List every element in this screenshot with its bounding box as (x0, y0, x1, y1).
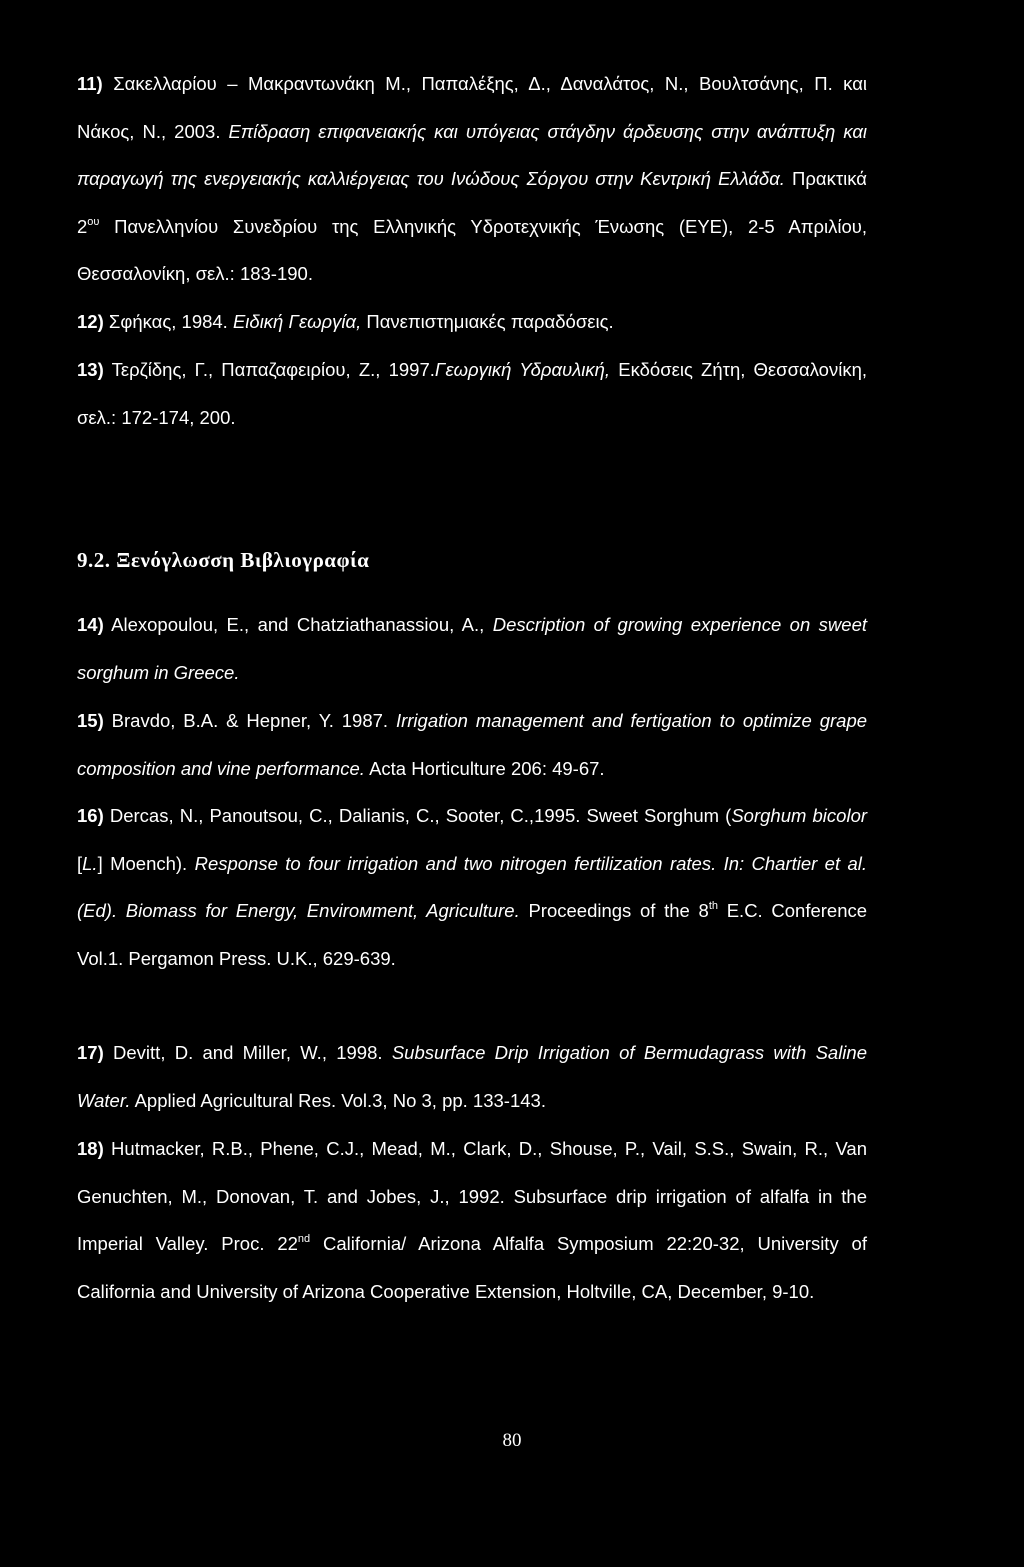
section-heading: 9.2. Ξενόγλωσση Βιβλιογραφία (77, 548, 370, 572)
reference-number: 16) (77, 805, 104, 826)
reference-authors: Devitt, D. and Miller, W., 1998. (113, 1042, 383, 1063)
reference-number: 11) (77, 73, 103, 94)
reference-source: California/ Arizona Alfalfa Symposium 22:20-32, University of California and University of Arizona Cooperative Extension, Holtville, CA, December, 9-10. (77, 1233, 867, 1302)
reference-source-cont: E.C. Conference Vol.1. Pergamon Press. U.K., 629-639. (77, 900, 868, 969)
reference-authors: Bravdo, B.A. & Hepner, Y. 1987. (111, 710, 389, 731)
reference-number: 13) (77, 359, 104, 380)
reference-authors: Τερζίδης, Γ., Παπαζαφειρίου, Ζ., 1997. (111, 359, 435, 380)
reference-source-cont: Πανελληνίου Συνεδρίου της Ελληνικής Υδροτεχνικής Ένωσης (ΕΥΕ), 2-5 Απριλίου, Θεσσαλονίκη, σελ.: 183-190. (77, 215, 867, 284)
reference-authors: Dercas, N., Panoutsou, C., Dalianis, C., Sooter, C.,1995. Sweet Sorghum ( (109, 805, 732, 826)
reference-authors: Hutmacker, R.B., Phene, C.J., Mead, M., Clark, D., Shouse, P., Vail, S.S., Swain, R., Van Genuchten, M., Donovan, T. and Jobes, J., 1992. Subsurface drip irrigation of alfalfa in the Imperial Valley. Proc. 22 (77, 1138, 868, 1254)
reference-title: Επίδραση επιφανειακής και υπόγειας στάγδην άρδευσης στην ανάπτυξη και παραγωγή της ενεργειακής καλλιέργειας του Ινώδους Σόργου στην Κεντρική Ελλάδα. (77, 120, 867, 189)
reference-14 (77, 601, 867, 696)
reference-authors: Σφήκας, 1984. (108, 311, 228, 332)
reference-title: Response to four irrigation and two nitrogen fertilization rates. In: Chartier et al. (Ed). Biomass for Energy, Envirомment, Agriculture. (77, 852, 868, 921)
bracket-open: [ (77, 852, 83, 874)
reference-18 (77, 1125, 867, 1315)
ordinal-superscript: ου (87, 215, 100, 228)
reference-authors: Σακελλαρίου – Μακραντωνάκη Μ., Παπαλέξης, Δ., Δαναλάτος, Ν., Βουλτσάνης, Π. και Νάκος, Ν., 2003. (77, 73, 868, 142)
ordinal-superscript: th (708, 900, 719, 912)
reference-number: 12) (77, 311, 104, 332)
reference-number: 14) (77, 614, 104, 635)
page-number: 80 (502, 1430, 522, 1451)
reference-number: 15) (77, 710, 104, 731)
reference-title: Description of growing experience on sweet sorghum in Greece. (77, 614, 868, 683)
species-name: Sorghum bicolor (731, 805, 868, 826)
reference-source: Acta Horticulture 206: 49-67. (369, 757, 605, 779)
reference-11 (77, 60, 867, 298)
reference-12 (77, 298, 867, 346)
reference-source: Πρακτικά 2 (77, 168, 867, 237)
reference-authors: Alexopoulou, E., and Chatziathanassiou, A., (111, 614, 485, 635)
reference-source: Εκδόσεις Ζήτη, Θεσσαλονίκη, σελ.: 172-174, 200. (77, 359, 868, 428)
reference-title: Ειδική Γεωργία, (232, 311, 362, 332)
reference-17 (77, 1029, 867, 1124)
reference-source: Proceedings of the 8 (528, 900, 709, 921)
reference-number: 17) (77, 1042, 104, 1063)
ordinal-superscript: nd (297, 1233, 311, 1245)
reference-source: Πανεπιστημιακές παραδόσεις. (366, 311, 614, 332)
reference-title: Subsurface Drip Irrigation of Bermudagrass with Saline Water. (77, 1042, 867, 1111)
authority-abbr: L. (82, 852, 98, 874)
reference-13 (77, 346, 867, 441)
reference-title: Γεωργική Υδραυλική, (434, 359, 611, 380)
reference-source: Applied Agricultural Res. Vol.3, No 3, pp. 133-143. (134, 1089, 546, 1111)
reference-number: 18) (77, 1138, 104, 1159)
reference-15 (77, 697, 867, 792)
reference-16 (77, 792, 867, 982)
bracket-close: ] Moench). (97, 852, 188, 874)
reference-title: Irrigation management and fertigation to optimize grape composition and vine performance. (77, 710, 868, 779)
